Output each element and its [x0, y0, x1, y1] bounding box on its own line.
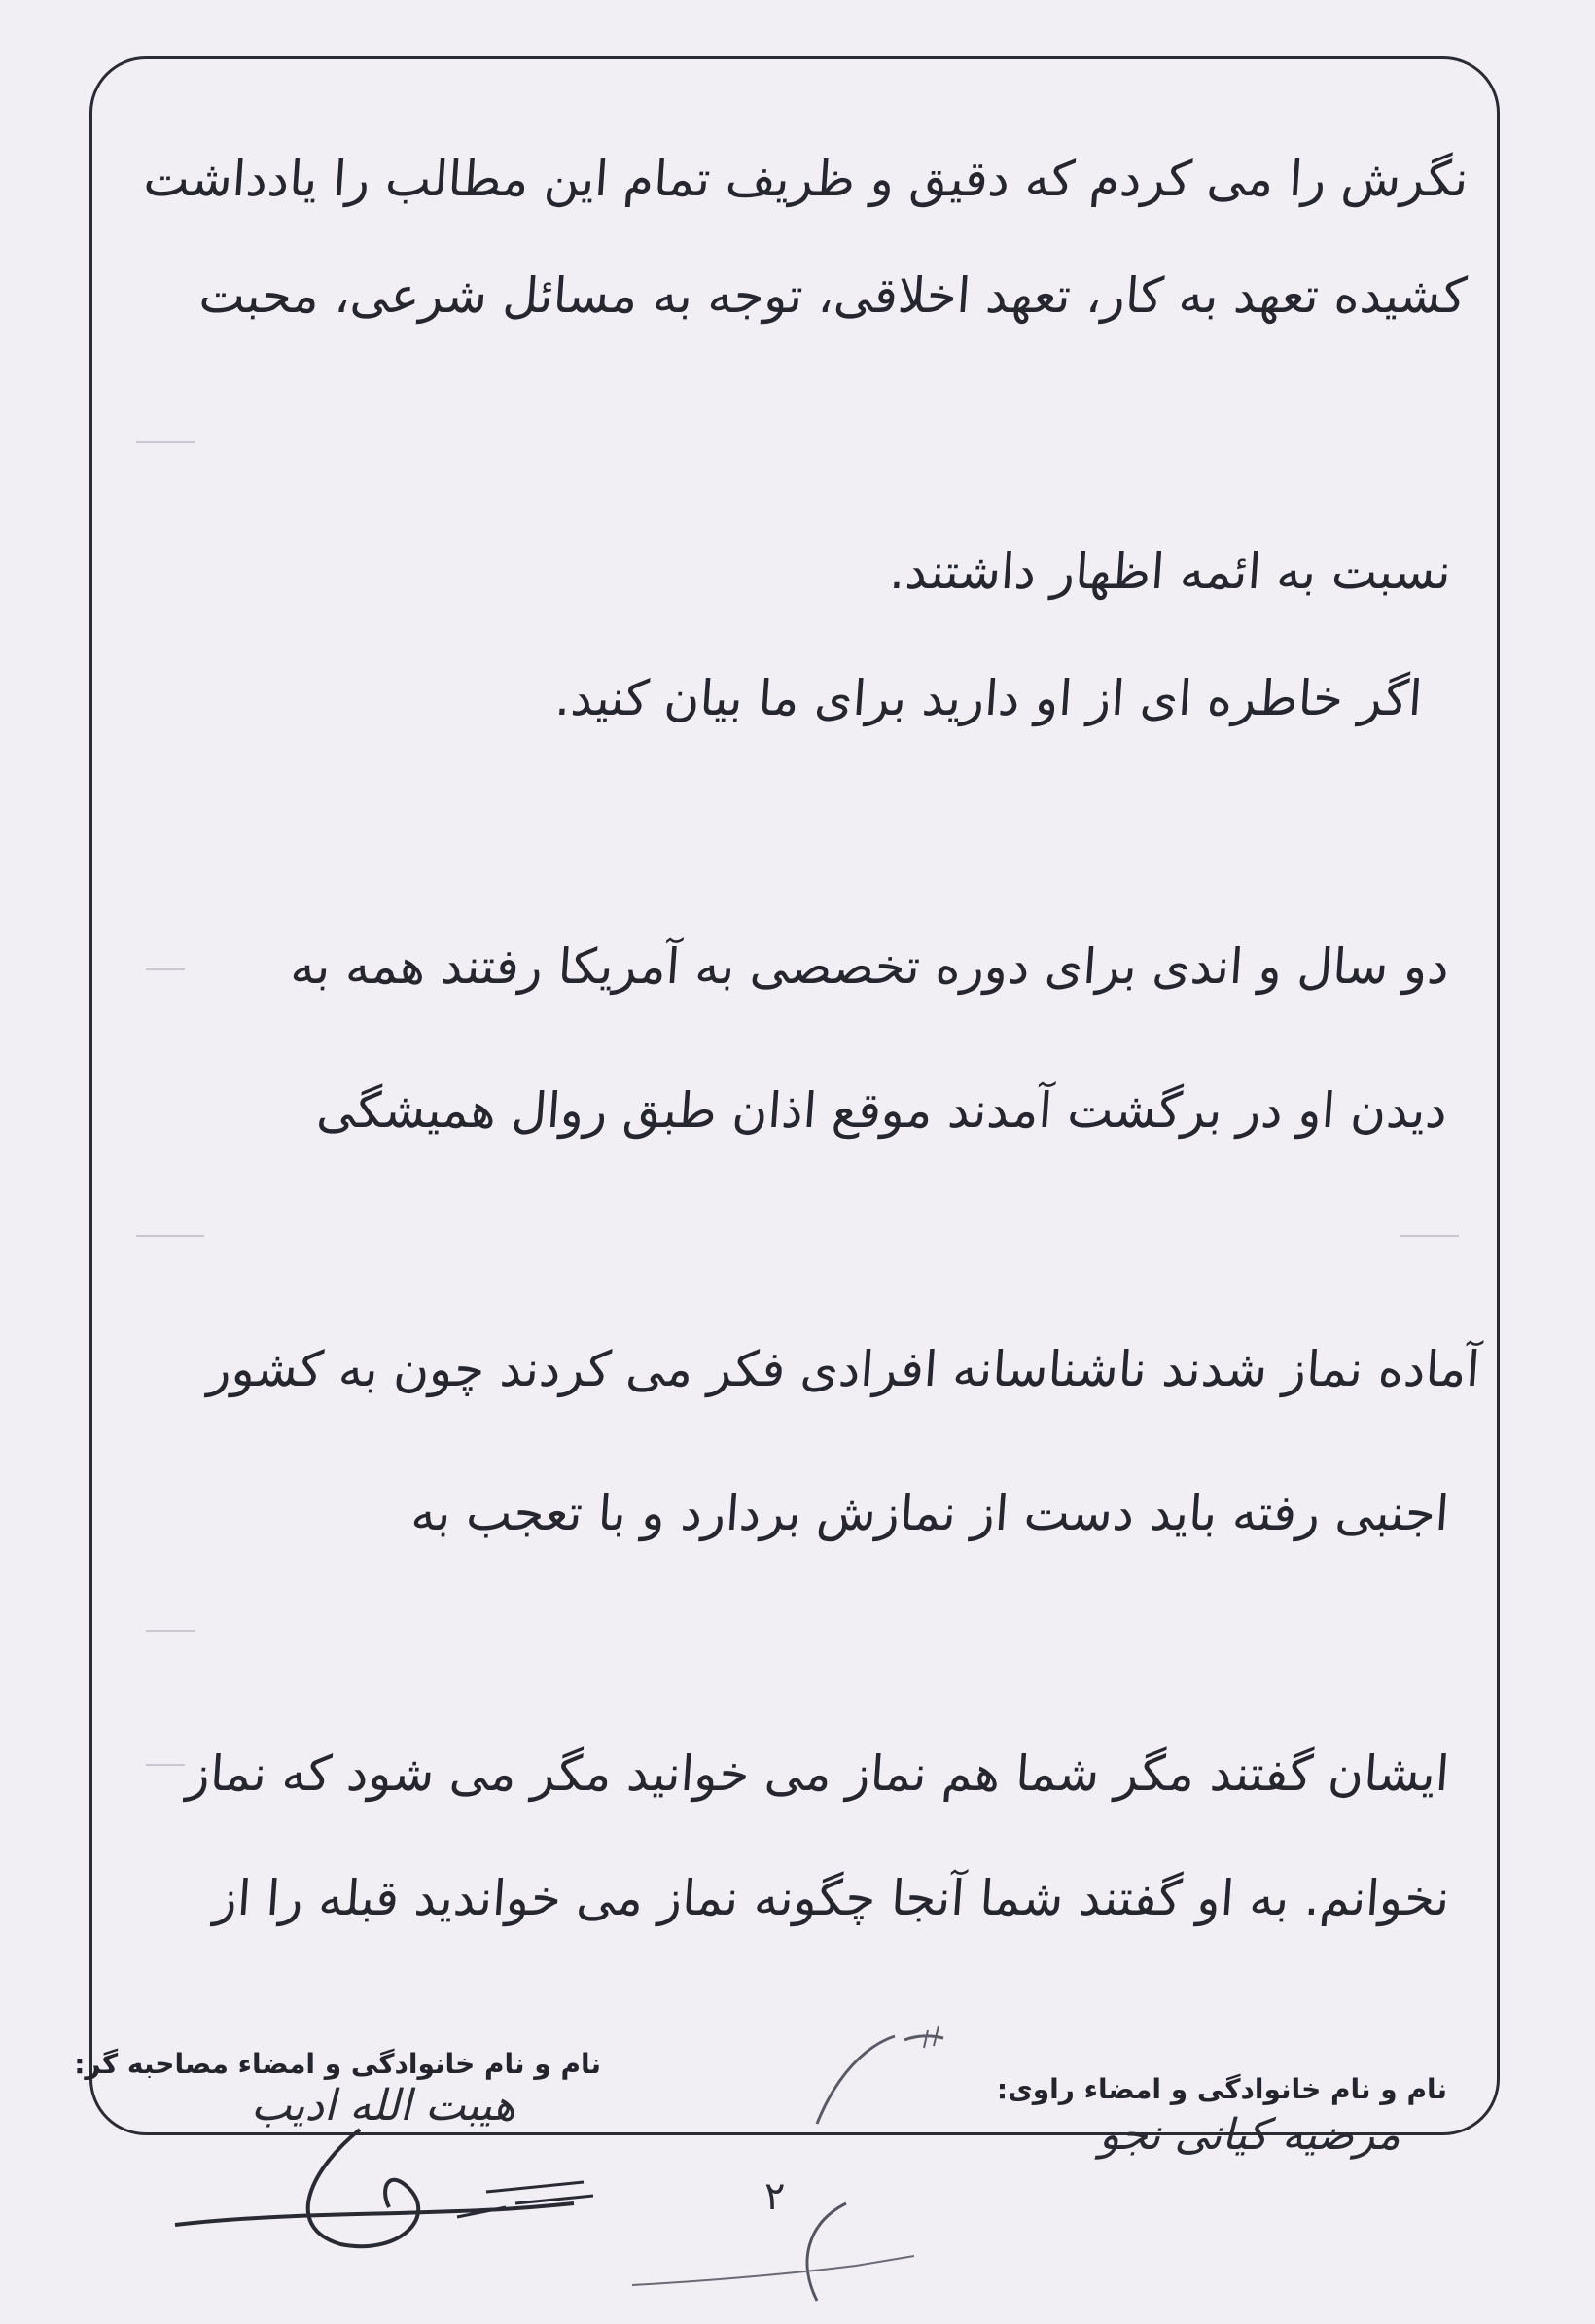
- interviewer-name: هیبت الله ادیب: [251, 2081, 515, 2130]
- text-line-4: اگر خاطره ای از او دارید برای ما بیان کنید.: [552, 670, 1425, 726]
- ruling-mark: [1400, 1235, 1459, 1237]
- text-line-8: اجنبی رفته باید دست از نمازش بردارد و با تعجب به: [409, 1485, 1452, 1541]
- ruling-mark: [146, 1630, 195, 1632]
- text-line-6: دیدن او در برگشت آمدند موقع اذان طبق روال همیشگی: [315, 1082, 1450, 1139]
- narrator-label: نام و نام خانوادگی و امضاء راوی:: [996, 2073, 1447, 2105]
- narrator-name: مرضیه کیانی نجو: [1099, 2110, 1400, 2160]
- ruling-mark: [136, 441, 195, 443]
- text-line-3: نسبت به ائمه اظهار داشتند.: [887, 544, 1454, 600]
- text-line-5: دو سال و اندی برای دوره تخصصی به آمریکا رفتند همه به: [289, 938, 1452, 995]
- center-signature-mark: [798, 2017, 953, 2143]
- text-line-9: ایشان گفتند مگر شما هم نماز می خوانید مگر می شود که نماز: [184, 1745, 1452, 1802]
- ruling-mark: [146, 1764, 185, 1766]
- text-line-1: نگرش را می کردم که دقیق و ظریف تمام این مطالب را یادداشت: [142, 151, 1471, 207]
- ruling-mark: [146, 968, 185, 970]
- page-number: ۲: [764, 2174, 786, 2219]
- interviewer-label: نام و نام خانوادگی و امضاء مصاحبه گر:: [74, 2048, 601, 2080]
- bottom-right-mark: [622, 2236, 934, 2295]
- interviewer-signature: [165, 2110, 622, 2256]
- text-line-7: آماده نماز شدند ناشناسانه افرادی فکر می کردند چون به کشور: [206, 1341, 1483, 1397]
- ruling-mark: [136, 1235, 204, 1237]
- text-line-10: نخوانم. به او گفتند شما آنجا چگونه نماز می خواندید قبله را از: [211, 1870, 1452, 1926]
- text-line-2: کشیده تعهد به کار، تعهد اخلاقی، توجه به مسائل شرعی، محبت: [197, 267, 1470, 324]
